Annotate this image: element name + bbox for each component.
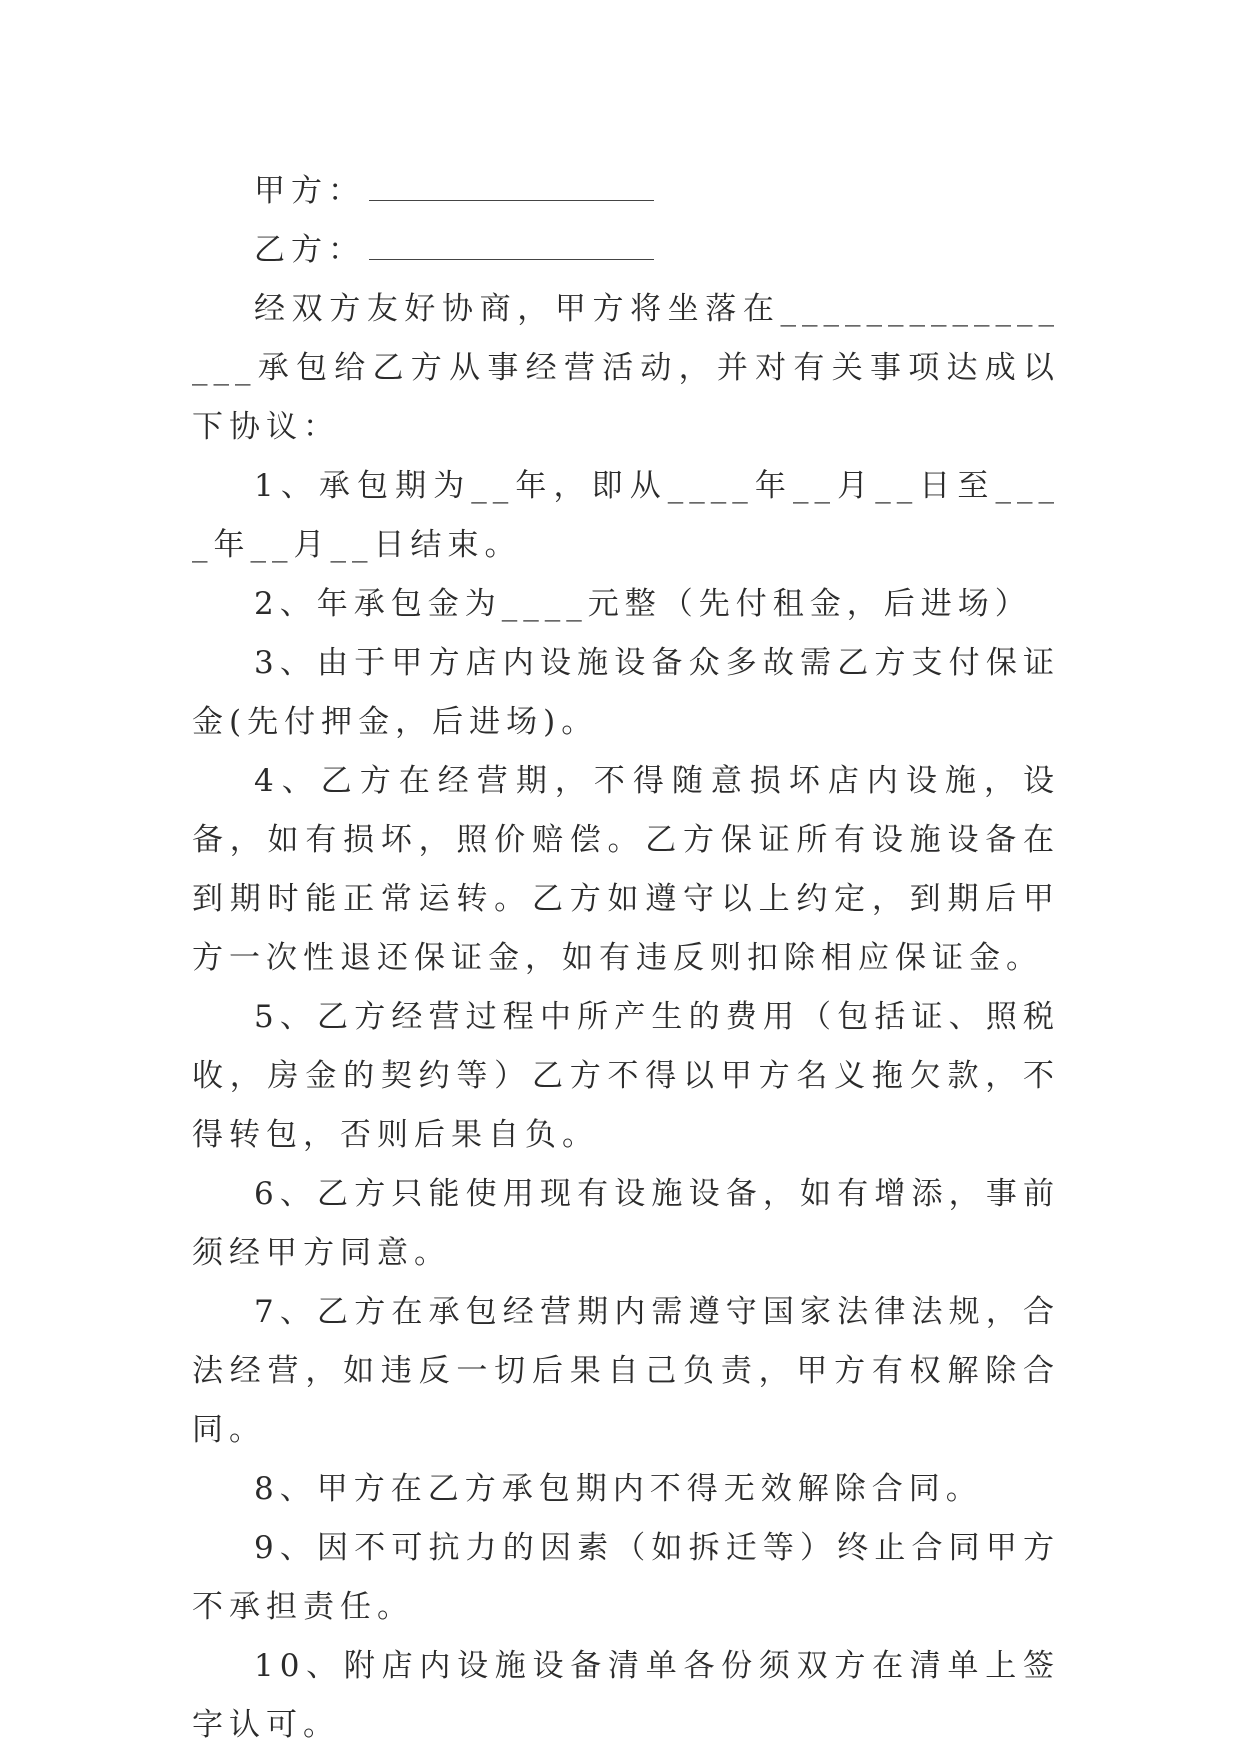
clause-10: 10、附店内设施设备清单各份须双方在清单上签字认可。 [192,1648,1060,1743]
party-a-blank [369,180,654,201]
party-b-blank [369,239,654,260]
clause-8: 8、甲方在乙方承包期内不得无效解除合同。 [254,1471,983,1507]
party-a-row [192,162,1060,221]
clause-4: 4、乙方在经营期，不得随意损坏店内设施，设备，如有损坏，照价赔偿。乙方保证所有设施设备在到期时能正常运转。乙方如遵守以上约定，到期后甲方一次性退还保证金，如有违反则扣除相应保证金。 [192,763,1060,976]
clause-1: 1、承包期为__年，即从____年__月__日至____年__月__日结束。 [192,468,1060,563]
party-b-label: 乙方： [254,232,365,268]
clause-9: 9、因不可抗力的因素（如拆迁等）终止合同甲方不承担责任。 [192,1530,1060,1625]
clause-7: 7、乙方在承包经营期内需遵守国家法律法规，合法经营，如违反一切后果自己负责，甲方有权解除合同。 [192,1294,1060,1448]
clause-6: 6、乙方只能使用现有设施设备，如有增添，事前须经甲方同意。 [192,1176,1060,1271]
party-a-label: 甲方： [254,173,365,209]
party-b-row [192,221,1060,280]
contract-body [192,162,1060,1755]
clause-2: 2、年承包金为____元整（先付租金，后进场） [254,586,1032,622]
clause-3: 3、由于甲方店内设施设备众多故需乙方支付保证金(先付押金，后进场)。 [192,645,1060,740]
intro-paragraph: 经双方友好协商，甲方将坐落在________________承包给乙方从事经营活动，并对有关事项达成以下协议： [192,291,1060,445]
clause-5: 5、乙方经营过程中所产生的费用（包括证、照税收，房金的契约等）乙方不得以甲方名义拖欠款，不得转包，否则后果自负。 [192,999,1060,1153]
